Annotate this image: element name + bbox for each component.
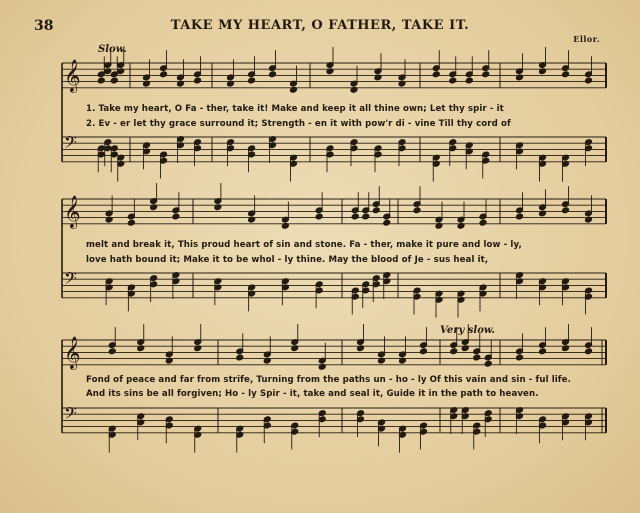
note-head: [315, 213, 323, 220]
note-head: [516, 354, 524, 361]
treble-clef: 𝄞: [64, 336, 81, 369]
treble-clef: 𝄞: [64, 59, 81, 92]
note-head: [413, 207, 421, 214]
note-head: [97, 77, 105, 84]
note-head: [539, 348, 547, 355]
note-head: [465, 77, 473, 84]
note-head: [172, 213, 180, 220]
note-head: [585, 77, 593, 84]
note-head: [432, 71, 440, 78]
note-head: [110, 77, 118, 84]
note-head: [449, 77, 457, 84]
composer-credit: Ellor.: [573, 34, 600, 44]
note-head: [160, 71, 168, 78]
note-head: [248, 77, 256, 84]
note-head: [108, 348, 116, 355]
note-head: [351, 213, 359, 220]
hymn-title: TAKE MY HEART, O FATHER, TAKE IT.: [170, 18, 470, 33]
page-number: 38: [34, 18, 54, 34]
bass-clef: 𝄢: [64, 403, 77, 427]
note-head: [585, 348, 593, 355]
note-head: [269, 71, 277, 78]
tempo-marking-start: Slow.: [98, 44, 127, 55]
note-head: [362, 213, 370, 220]
note-head: [372, 207, 380, 214]
note-head: [450, 348, 458, 355]
bass-clef: 𝄢: [64, 268, 77, 292]
note-head: [516, 213, 524, 220]
note-head: [562, 71, 570, 78]
lyric-line-verse1: 1. Take my heart, O Fa - ther, take it! Make and keep it all thine own; Let thy spir - it: [86, 104, 504, 114]
treble-clef: 𝄞: [64, 195, 81, 228]
bass-clef: 𝄢: [64, 132, 77, 156]
note-head: [127, 219, 135, 226]
note-head: [562, 207, 570, 214]
note-head: [383, 219, 391, 226]
lyric-line-verse2: And its sins be all forgiven; Ho - ly Spir - it, take and seal it, Guide it in the path to heaven.: [86, 389, 539, 399]
note-head: [236, 354, 244, 361]
lyric-line-verse2: love hath bound it; Make it to be whol - ly thine. May the blood of Je - sus heal it,: [86, 255, 489, 265]
note-head: [484, 360, 492, 367]
note-head: [473, 354, 481, 361]
lyric-line-verse1: melt and break it, This proud heart of sin and stone. Fa - ther, make it pure and low - ly,: [86, 240, 522, 250]
note-head: [479, 219, 487, 226]
note-head: [194, 77, 202, 84]
tempo-marking-end: Very slow.: [440, 325, 495, 336]
clefs: [64, 59, 81, 427]
note-head: [420, 348, 428, 355]
lyric-line-verse2: 2. Ev - er let thy grace surround it; Strength - en it with pow'r di - vine Till thy cord of: [86, 119, 511, 129]
note-head: [482, 71, 490, 78]
lyric-line-verse1: Fond of peace and far from strife, Turning from the paths un - ho - ly Of this vain and sin - ful life.: [86, 375, 571, 385]
